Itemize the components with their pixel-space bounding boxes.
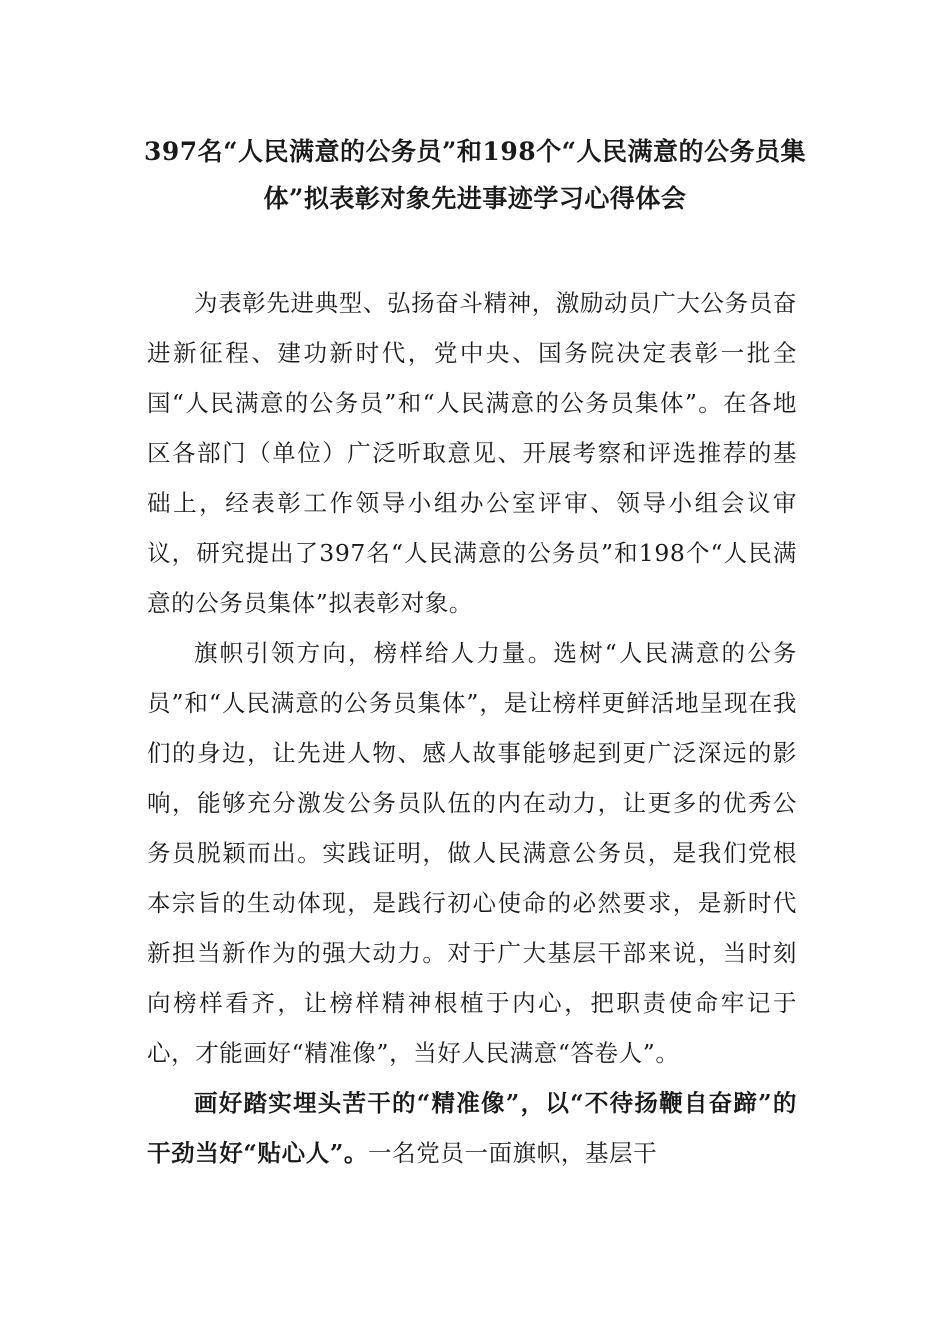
paragraph-3-bold-lead: 画好踏实埋头苦干的“精准像”，以“不待扬鞭自奋蹄”的干劲当好“贴心人”。 bbox=[147, 1089, 797, 1167]
paragraph-3 bbox=[147, 1078, 797, 1178]
paragraph-3-text: 一名党员一面旗帜，基层干 bbox=[368, 1139, 658, 1167]
document-title: 397名“人民满意的公务员”和198个“人民满意的公务员集体”拟表彰对象先进事迹学习心得体会 bbox=[143, 137, 806, 213]
document-body bbox=[147, 278, 797, 1178]
paragraph-2: 旗帜引领方向，榜样给人力量。选树“人民满意的公务员”和“人民满意的公务员集体”，是让榜样更鲜活地呈现在我们的身边，让先进人物、感人故事能够起到更广泛深远的影响，能够充分激发公务员队伍的内在动力，让更多的优秀公务员脱颖而出。实践证明，做人民满意公务员，是我们党根本宗旨的生动体现，是践行初心使命的必然要求，是新时代新担当新作为的强大动力。对于广大基层干部来说，当时刻向榜样看齐，让榜样精神根植于内心，把职责使命牢记于心，才能画好“精准像”，当好人民满意“答卷人”。 bbox=[147, 639, 797, 1067]
paragraph-1: 为表彰先进典型、弘扬奋斗精神，激励动员广大公务员奋进新征程、建功新时代，党中央、国务院决定表彰一批全国“人民满意的公务员”和“人民满意的公务员集体”。在各地区各部门（单位）广泛听取意见、开展考察和评选推荐的基础上，经表彰工作领导小组办公室评审、领导小组会议审议，研究提出了397名“人民满意的公务员”和198个“人民满意的公务员集体”拟表彰对象。 bbox=[147, 289, 797, 617]
